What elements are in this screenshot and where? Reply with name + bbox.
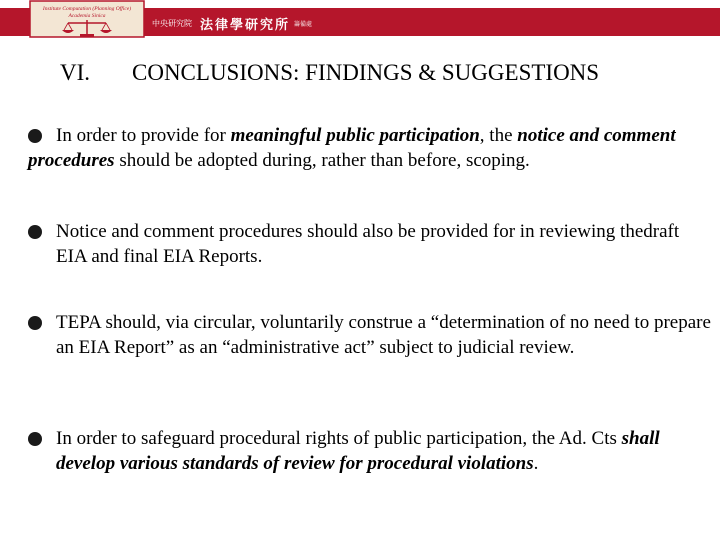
emphasis-text: notice and comment procedures bbox=[28, 125, 676, 171]
bullet-item-2: Notice and comment procedures should also be provided for in reviewing thedraft EIA and final EIA Reports. bbox=[56, 221, 680, 267]
slide-title bbox=[60, 60, 599, 86]
bullet-text: . bbox=[533, 453, 539, 474]
org-name-large: 法律學研究所 bbox=[200, 16, 291, 32]
bullet-dot bbox=[28, 432, 42, 446]
org-name-suffix: 籌備處 bbox=[294, 21, 313, 28]
header-banner bbox=[0, 0, 720, 38]
bullet-item-4 bbox=[56, 426, 712, 476]
institute-logo bbox=[28, 0, 146, 40]
bullet-text: should be adopted during, rather than before, scoping. bbox=[114, 150, 530, 171]
bullet-text: , the bbox=[479, 125, 518, 146]
bullet-dot bbox=[28, 225, 42, 239]
emphasis-text: meaningful public participation bbox=[230, 125, 480, 146]
emphasis-text: shall develop various standards of review for procedural violations bbox=[56, 428, 660, 474]
section-title: CONCLUSIONS: FINDINGS & SUGGESTIONS bbox=[132, 60, 600, 85]
bullet-text: In order to safeguard procedural rights of public participation, the Ad. Cts bbox=[56, 428, 622, 449]
logo-text-line2: Academia Sinica bbox=[68, 13, 106, 19]
section-number: VI. bbox=[60, 60, 91, 85]
bullet-text: In order to provide for bbox=[56, 125, 231, 146]
bullet-dot bbox=[28, 316, 42, 330]
bullet-item-3: TEPA should, via circular, voluntarily construe a “determination of no need to prepare an EIA Report” as an “administrative act” subject to judicial review. bbox=[56, 312, 711, 358]
logo-text-line1: Institute Computation (Planning Office) bbox=[42, 6, 132, 12]
bullet-item-1 bbox=[28, 123, 708, 173]
org-name-small: 中央研究院 bbox=[152, 18, 192, 28]
institute-name bbox=[152, 15, 312, 31]
